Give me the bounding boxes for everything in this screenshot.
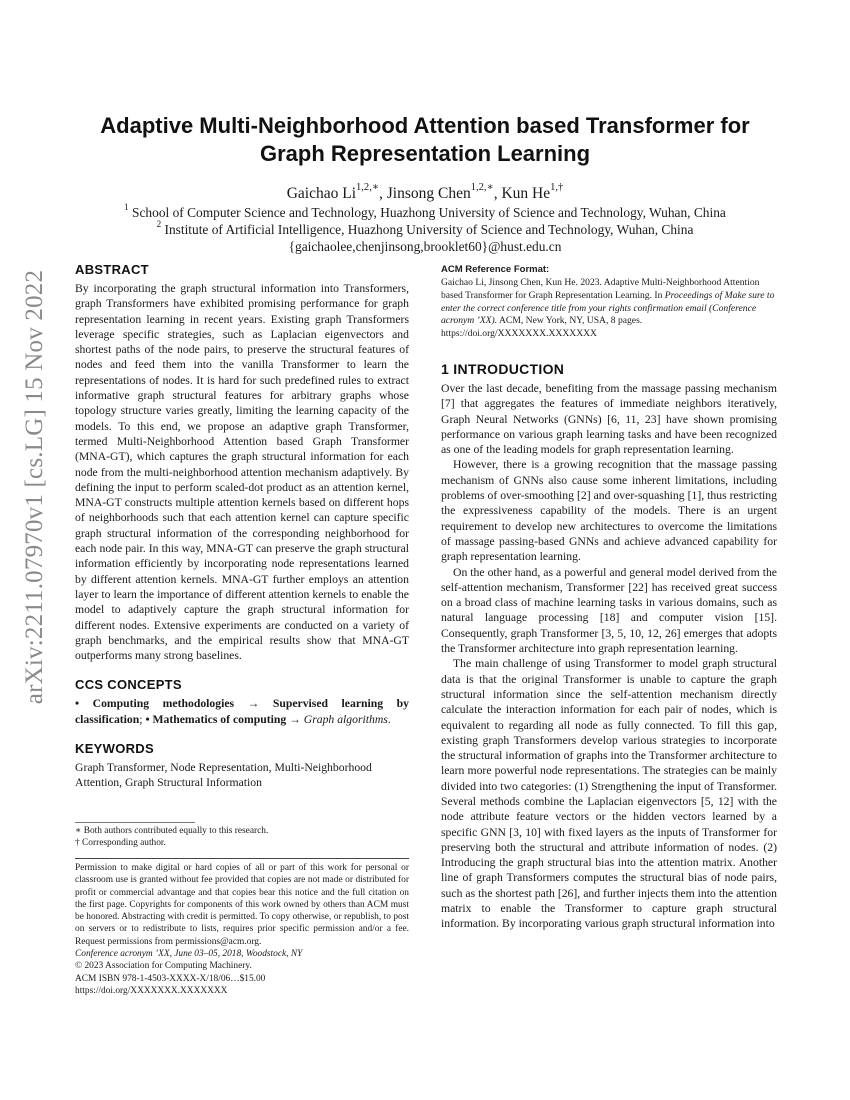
right-column [441,264,777,932]
arxiv-stamp [21,269,49,705]
paper-header [60,112,790,255]
intro-paragraph-1: Over the last decade, benefiting from the massage passing mechanism [7] that aggregates the features of immediate neighbors iteratively, Graph Neural Networks (GNNs) [6, 11, 23] have shown promising performance on various graph learning tasks and have been recognized as one of the leading models for graph representation learning. [441,381,777,457]
paper-title [60,112,790,168]
footnote-corresponding-author: † Corresponding author. [75,838,166,849]
keywords-heading: KEYWORDS [75,741,154,757]
author-emails: {gaichaolee,chenjinsong,brooklet60}@hust.edu.cn [288,239,562,254]
acm-reference-publisher: ACM, New York, NY, USA, 8 pages. https://doi.org/XXXXXXX.XXXXXXX [441,315,643,340]
acm-reference-venue: Proceedings of Make sure to enter the correct conference title from your rights confirmation email (Conference acronym ’XX). [441,289,775,327]
ccs-arrow: → [234,697,273,711]
intro-paragraph-4: The main challenge of using Transformer to model graph structural data is that the original Transformer is unable to capture the graph structural information since the self-attention mechanism directly calculate the interaction information for each pair of nodes, which is equivalent to regarding all node as fully connected. To fill this gap, existing graph Transformers develop various strategies to incorporate the structural information of graphs into the Transformer architecture to learn more powerful node representations. The strategies can be mainly divided into two categories: (1) Strengthening the input of Transformer. Several methods combine the Laplacian eigenvectors [5, 12] with the node attribute feature vectors or the hidden vectors learned by a specific GNN [3, 10] with fixed layers as the inputs of Transformer for preserving both the structural and attribute information of nodes. (2) Introducing the graph structural bias into the attention matrix. Another line of graph Transformers computes the structural bias of node pairs, such as the shortest path [26], and further injects them into the attention matrix to enable the Transformer to capture graph structural information. By incorporating various graph structural information into [441,657,777,931]
affiliation-1 [60,204,790,221]
author-name: Gaichao Li [286,185,357,202]
keywords-text: Graph Transformer, Node Representation, Multi-Neighborhood Attention, Graph Structural Information [75,761,372,790]
ccs-category: • Mathematics of computing [145,712,287,726]
footnote-rule [75,822,195,823]
ccs-arrow: → [286,712,304,726]
doi-link[interactable]: https://doi.org/XXXXXXX.XXXXXXX [75,985,228,996]
affiliation-2 [60,221,790,238]
introduction-heading: 1 INTRODUCTION [441,360,565,377]
conference-info: Conference acronym ’XX, June 03–05, 2018, Woodstock, NY [75,949,303,960]
intro-paragraph-2: However, there is a growing recognition that the massage passing mechanism of GNNs also cause some inherent limitations, including problems of over-smoothing [2] and over-squashing [1], thus restricting the expressiveness capability of the models. There is an urgent requirement to develop new architectures to overcome the limitations of massage passing-based GNNs and achieve advanced capability for graph representation learning. [441,458,777,564]
title-line-2: Graph Representation Learning [259,141,591,166]
intro-paragraph-3: On the other hand, as a powerful and general model derived from the self-attention mechanism, Transformer [22] has received great success on a broad class of machine learning tasks in various domains, such as natural language processing [18] and computer vision [15]. Consequently, graph Transformer [3, 5, 10, 12, 26] emerges that adopts the Transformer architecture into graph representation learning. [441,565,777,656]
ccs-heading: CCS CONCEPTS [75,677,182,693]
author-separator: , [493,185,502,202]
author-marker: 1,2,∗ [356,182,379,194]
abstract-heading: ABSTRACT [75,262,149,277]
author-name: Jinsong Chen [386,185,471,202]
abstract-text: By incorporating the graph structural information into Transformers, graph Transformers have exhibited promising performance for graph representation learning in recent years. Existing graph Transformers leverage specific strategies, such as Laplacian eigenvectors and shortest paths of the node pairs, to preserve the structural features of nodes and feed them into the vanilla Transformer to learn the representations of nodes. It is hard for such predefined rules to extract informative graph structural features for arbitrary graphs whose topology structure varies greatly, limiting the learning capacity of the models. To this end, we propose an adaptive graph Transformer, termed Multi-Neighborhood Attention based Graph Transformer (MNA-GT), which captures the graph structural information for each node from the multi-neighborhood attention mechanism adaptively. By defining the input to perform scaled-dot product as an attention kernel, MNA-GT constructs multiple attention kernels based on different hops of neighborhoods such that each attention kernel can capture specific graph structural information of the corresponding neighborhood for each node pair. In this way, MNA-GT can preserve the graph structural information efficiently by incorporating node representations learned by different attention kernels. MNA-GT further employs an attention layer to learn the importance of different attention kernels to enable the model to adaptively capture the graph structural information for different nodes. Extensive experiments are conducted on a variety of graph benchmarks, and the empirical results show that MNA-GT outperforms many strong baselines. [75,282,409,663]
acm-reference-citation: Gaichao Li, Jinsong Chen, Kun He. 2023. Adaptive Multi-Neighborhood Attention based Transformer for Graph Representation Learning. In [441,277,760,301]
author-name: Kun He [501,185,551,202]
ccs-term: Supervised learning by classification [75,697,409,726]
author-marker: 1,† [550,182,564,194]
arxiv-identifier: arXiv:2211.07970v1 [cs.LG] 15 Nov 2022 [21,269,48,705]
affiliation-marker: 2 [156,219,162,230]
acm-reference-text [441,277,777,341]
ccs-term: Graph algorithms [303,712,388,726]
affiliation-text: Institute of Artificial Intelligence, Huazhong University of Science and Technology, Wuhan, China [161,222,694,237]
permission-text: Permission to make digital or hard copies of all or part of this work for personal or classroom use is granted without fee provided that copies are not made or distributed for profit or commercial advantage and that copies bear this notice and the full citation on the first page. Copyrights for components of this work owned by others than ACM must be honored. Abstracting with credit is permitted. To copy otherwise, or republish, to post on servers or to redistribute to lists, requires prior specific permission and/or a fee. Request permissions from permissions@acm.org. [75,863,409,947]
author-separator: , [379,185,387,202]
affiliation-text: School of Computer Science and Technology, Huazhong University of Science and Technology, Wuhan, China [128,205,726,220]
ccs-concepts [75,696,409,727]
footnote-equal-contribution: ∗ Both authors contributed equally to this research. [75,826,269,836]
ccs-separator: ; [139,712,146,726]
ccs-end: . [387,712,391,726]
title-line-1: Adaptive Multi-Neighborhood Attention based Transformer for [100,113,750,138]
author-list [60,184,790,204]
author-marker: 1,2,∗ [470,182,494,194]
footnotes [75,822,409,850]
left-column [75,262,409,791]
ccs-category: • Computing methodologies [75,697,235,711]
isbn: ACM ISBN 978-1-4503-XXXX-X/18/06…$15.00 [75,973,266,984]
copyright-notice: © 2023 Association for Computing Machinery. [75,961,252,972]
acm-reference-heading: ACM Reference Format: [441,264,550,275]
affiliation-marker: 1 [124,202,129,213]
permission-rule [75,858,409,859]
permission-block [75,858,409,997]
